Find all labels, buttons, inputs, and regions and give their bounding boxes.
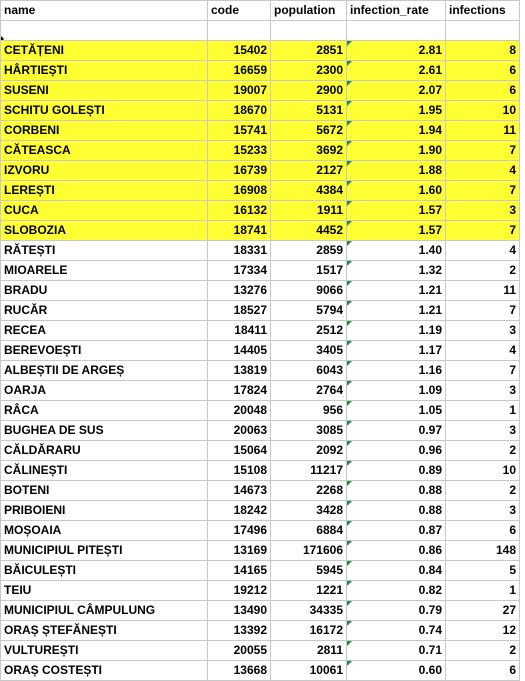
cell-infections[interactable]: 2 <box>446 641 520 661</box>
cell-name[interactable]: RÂCA <box>1 401 208 421</box>
cell-code[interactable]: 13819 <box>208 361 271 381</box>
cell-infections[interactable]: 5 <box>446 561 520 581</box>
cell-infections[interactable]: 10 <box>446 461 520 481</box>
table-row <box>1 361 520 381</box>
cell-infections[interactable]: 4 <box>446 241 520 261</box>
table-row <box>1 421 520 441</box>
cell-name[interactable]: RUCĂR <box>1 301 208 321</box>
cell-population[interactable]: 2859 <box>271 241 347 261</box>
cell-name[interactable]: MOȘOAIA <box>1 521 208 541</box>
cell-name[interactable]: IZVORU <box>1 161 208 181</box>
cell-infection-rate[interactable]: 0.79 <box>347 601 446 621</box>
cell-infection-rate[interactable]: 1.19 <box>347 321 446 341</box>
cell-name[interactable]: CUCA <box>1 201 208 221</box>
cell-name[interactable]: ORAȘ COSTEȘTI <box>1 661 208 681</box>
cell-infection-rate[interactable]: 0.87 <box>347 521 446 541</box>
table-row <box>1 101 520 121</box>
cell-infections[interactable]: 4 <box>446 161 520 181</box>
table-row <box>1 641 520 661</box>
table-row <box>1 241 520 261</box>
empty-cell[interactable] <box>347 21 446 41</box>
cell-infections[interactable]: 11 <box>446 121 520 141</box>
cell-infections[interactable]: 7 <box>446 301 520 321</box>
cell-name[interactable]: TEIU <box>1 581 208 601</box>
cell-code[interactable]: 18670 <box>208 101 271 121</box>
cell-infections[interactable]: 2 <box>446 481 520 501</box>
cell-infections[interactable]: 7 <box>446 361 520 381</box>
cell-infection-rate[interactable]: 1.21 <box>347 281 446 301</box>
table-row <box>1 161 520 181</box>
cell-name[interactable]: CĂLINEȘTI <box>1 461 208 481</box>
cell-name[interactable]: CĂTEASCA <box>1 141 208 161</box>
cell-population[interactable]: 4384 <box>271 181 347 201</box>
cell-population[interactable]: 6884 <box>271 521 347 541</box>
cell-infections[interactable]: 27 <box>446 601 520 621</box>
cell-infection-rate[interactable]: 1.94 <box>347 121 446 141</box>
empty-cell[interactable] <box>446 21 520 41</box>
table-row <box>1 181 520 201</box>
cell-population[interactable]: 2900 <box>271 81 347 101</box>
cell-infections[interactable]: 3 <box>446 201 520 221</box>
cell-name[interactable]: OARJA <box>1 381 208 401</box>
cell-infection-rate[interactable]: 0.82 <box>347 581 446 601</box>
empty-cell[interactable] <box>208 21 271 41</box>
cell-infection-rate[interactable]: 1.88 <box>347 161 446 181</box>
cell-code[interactable]: 16739 <box>208 161 271 181</box>
cell-infections[interactable]: 3 <box>446 421 520 441</box>
cell-infections[interactable]: 1 <box>446 401 520 421</box>
cell-infection-rate[interactable]: 1.16 <box>347 361 446 381</box>
cell-infection-rate[interactable]: 0.86 <box>347 541 446 561</box>
cell-population[interactable]: 5131 <box>271 101 347 121</box>
table-row <box>1 81 520 101</box>
cell-infections[interactable]: 10 <box>446 101 520 121</box>
cell-infections[interactable]: 3 <box>446 501 520 521</box>
cell-code[interactable]: 20048 <box>208 401 271 421</box>
empty-cell[interactable] <box>1 21 208 41</box>
cell-code[interactable]: 18411 <box>208 321 271 341</box>
cell-code[interactable]: 18741 <box>208 221 271 241</box>
cell-code[interactable]: 15402 <box>208 41 271 61</box>
cell-infections[interactable]: 6 <box>446 61 520 81</box>
cell-infections[interactable]: 2 <box>446 441 520 461</box>
cell-infection-rate[interactable]: 1.05 <box>347 401 446 421</box>
cell-code[interactable]: 14165 <box>208 561 271 581</box>
cell-code[interactable]: 16132 <box>208 201 271 221</box>
cell-infections[interactable]: 7 <box>446 181 520 201</box>
cell-population[interactable]: 1517 <box>271 261 347 281</box>
cell-code[interactable]: 19007 <box>208 81 271 101</box>
cell-population[interactable]: 34335 <box>271 601 347 621</box>
cell-population[interactable]: 9066 <box>271 281 347 301</box>
table-row <box>1 581 520 601</box>
cell-name[interactable]: MUNICIPIUL PITEȘTI <box>1 541 208 561</box>
cell-infection-rate[interactable]: 0.88 <box>347 501 446 521</box>
cell-name[interactable]: SUSENI <box>1 81 208 101</box>
table-row <box>1 121 520 141</box>
table-row <box>1 461 520 481</box>
cell-name[interactable]: CORBENI <box>1 121 208 141</box>
cell-name[interactable]: BEREVOEȘTI <box>1 341 208 361</box>
table-row <box>1 301 520 321</box>
cell-population[interactable]: 11217 <box>271 461 347 481</box>
cell-infections[interactable]: 3 <box>446 381 520 401</box>
cell-population[interactable]: 2300 <box>271 61 347 81</box>
table-row <box>1 561 520 581</box>
cell-code[interactable]: 18331 <box>208 241 271 261</box>
cell-infections[interactable]: 6 <box>446 661 520 681</box>
cell-code[interactable]: 15108 <box>208 461 271 481</box>
table-row <box>1 521 520 541</box>
cell-infections[interactable]: 6 <box>446 521 520 541</box>
cell-infection-rate[interactable]: 1.57 <box>347 221 446 241</box>
cell-infection-rate[interactable]: 0.89 <box>347 461 446 481</box>
cell-population[interactable]: 2764 <box>271 381 347 401</box>
cell-name[interactable]: RECEA <box>1 321 208 341</box>
cell-name[interactable]: ORAȘ ȘTEFĂNEȘTI <box>1 621 208 641</box>
table-row <box>1 481 520 501</box>
cell-population[interactable]: 5794 <box>271 301 347 321</box>
cell-infection-rate[interactable]: 1.21 <box>347 301 446 321</box>
cell-name[interactable]: CĂLDĂRARU <box>1 441 208 461</box>
table-body <box>1 41 520 681</box>
cell-infection-rate[interactable]: 1.32 <box>347 261 446 281</box>
cell-name[interactable]: HÂRTIEȘTI <box>1 61 208 81</box>
cell-population[interactable]: 5945 <box>271 561 347 581</box>
table-row <box>1 661 520 681</box>
table-row <box>1 141 520 161</box>
cell-infection-rate[interactable]: 0.97 <box>347 421 446 441</box>
cell-code[interactable]: 13490 <box>208 601 271 621</box>
cell-infections[interactable]: 1 <box>446 581 520 601</box>
cell-code[interactable]: 13276 <box>208 281 271 301</box>
cell-population[interactable]: 3405 <box>271 341 347 361</box>
cell-infection-rate[interactable]: 1.17 <box>347 341 446 361</box>
header-cell-infections[interactable]: infections <box>446 1 520 21</box>
cell-infections[interactable]: 11 <box>446 281 520 301</box>
cell-infection-rate[interactable]: 1.40 <box>347 241 446 261</box>
cell-code[interactable]: 13668 <box>208 661 271 681</box>
cell-name[interactable]: BUGHEA DE SUS <box>1 421 208 441</box>
cell-population[interactable]: 1221 <box>271 581 347 601</box>
header-cell-code[interactable]: code <box>208 1 271 21</box>
empty-cell[interactable] <box>271 21 347 41</box>
cell-infection-rate[interactable]: 1.95 <box>347 101 446 121</box>
cell-infections[interactable]: 2 <box>446 261 520 281</box>
cell-name[interactable]: SCHITU GOLEȘTI <box>1 101 208 121</box>
header-row <box>1 1 520 21</box>
cell-infection-rate[interactable]: 1.90 <box>347 141 446 161</box>
cell-population[interactable]: 956 <box>271 401 347 421</box>
cell-population[interactable]: 2092 <box>271 441 347 461</box>
table-row <box>1 621 520 641</box>
cell-infection-rate[interactable]: 0.71 <box>347 641 446 661</box>
cell-population[interactable]: 2127 <box>271 161 347 181</box>
cell-code[interactable]: 20063 <box>208 421 271 441</box>
table-row <box>1 201 520 221</box>
cell-infection-rate[interactable]: 0.60 <box>347 661 446 681</box>
table-row <box>1 601 520 621</box>
cell-infection-rate[interactable]: 1.60 <box>347 181 446 201</box>
cell-population[interactable]: 3692 <box>271 141 347 161</box>
cell-name[interactable]: ALBEȘTII DE ARGEȘ <box>1 361 208 381</box>
cell-infection-rate[interactable]: 0.74 <box>347 621 446 641</box>
cell-code[interactable]: 13392 <box>208 621 271 641</box>
cell-infection-rate[interactable]: 0.88 <box>347 481 446 501</box>
cell-infections[interactable]: 7 <box>446 141 520 161</box>
cell-population[interactable]: 171606 <box>271 541 347 561</box>
cell-code[interactable]: 18527 <box>208 301 271 321</box>
header-cell-infection-rate[interactable]: infection_rate <box>347 1 446 21</box>
cell-code[interactable]: 16908 <box>208 181 271 201</box>
cell-code[interactable]: 14673 <box>208 481 271 501</box>
table-row <box>1 261 520 281</box>
cell-name[interactable]: RĂTEȘTI <box>1 241 208 261</box>
cell-code[interactable]: 19212 <box>208 581 271 601</box>
cell-code[interactable]: 13169 <box>208 541 271 561</box>
cell-name[interactable]: VULTUREȘTI <box>1 641 208 661</box>
table-row <box>1 61 520 81</box>
cell-population[interactable]: 2851 <box>271 41 347 61</box>
cell-infections[interactable]: 3 <box>446 321 520 341</box>
cell-name[interactable]: CETĂȚENI <box>1 41 208 61</box>
cell-infection-rate[interactable]: 1.57 <box>347 201 446 221</box>
cell-population[interactable]: 6043 <box>271 361 347 381</box>
cell-code[interactable]: 15741 <box>208 121 271 141</box>
cell-population[interactable]: 5672 <box>271 121 347 141</box>
cell-population[interactable]: 3085 <box>271 421 347 441</box>
cell-infections[interactable]: 7 <box>446 221 520 241</box>
cell-infections[interactable]: 6 <box>446 81 520 101</box>
cell-population[interactable]: 3428 <box>271 501 347 521</box>
cell-population[interactable]: 4452 <box>271 221 347 241</box>
table-row <box>1 501 520 521</box>
cell-infection-rate[interactable]: 2.61 <box>347 61 446 81</box>
header-cell-population[interactable]: population <box>271 1 347 21</box>
table-row <box>1 401 520 421</box>
table-row <box>1 321 520 341</box>
table-row <box>1 41 520 61</box>
table-row <box>1 541 520 561</box>
cell-name[interactable]: BRADU <box>1 281 208 301</box>
cell-infection-rate[interactable]: 1.09 <box>347 381 446 401</box>
cell-code[interactable]: 17824 <box>208 381 271 401</box>
cell-code[interactable]: 17334 <box>208 261 271 281</box>
table-row <box>1 441 520 461</box>
cell-infections[interactable]: 148 <box>446 541 520 561</box>
table-row <box>1 221 520 241</box>
cell-code[interactable]: 16659 <box>208 61 271 81</box>
cell-code[interactable]: 15233 <box>208 141 271 161</box>
cell-infections[interactable]: 4 <box>446 341 520 361</box>
table-row <box>1 381 520 401</box>
cell-code[interactable]: 14405 <box>208 341 271 361</box>
cell-infection-rate[interactable]: 0.84 <box>347 561 446 581</box>
cell-code[interactable]: 18242 <box>208 501 271 521</box>
cell-population[interactable]: 10061 <box>271 661 347 681</box>
cell-population[interactable]: 2512 <box>271 321 347 341</box>
cell-name[interactable]: PRIBOIENI <box>1 501 208 521</box>
cell-name[interactable]: SLOBOZIA <box>1 221 208 241</box>
header-cell-name[interactable]: name <box>1 1 208 21</box>
cell-population[interactable]: 2268 <box>271 481 347 501</box>
cell-name[interactable]: MUNICIPIUL CÂMPULUNG <box>1 601 208 621</box>
cell-population[interactable]: 2811 <box>271 641 347 661</box>
cell-code[interactable]: 17496 <box>208 521 271 541</box>
table-row <box>1 281 520 301</box>
cell-code[interactable]: 20055 <box>208 641 271 661</box>
cell-infections[interactable]: 8 <box>446 41 520 61</box>
cell-infection-rate[interactable]: 0.96 <box>347 441 446 461</box>
cell-name[interactable]: BĂICULEȘTI <box>1 561 208 581</box>
cell-population[interactable]: 1911 <box>271 201 347 221</box>
empty-row <box>1 21 520 41</box>
cell-infection-rate[interactable]: 2.07 <box>347 81 446 101</box>
cell-infections[interactable]: 12 <box>446 621 520 641</box>
cell-infection-rate[interactable]: 2.81 <box>347 41 446 61</box>
cell-name[interactable]: BOTENI <box>1 481 208 501</box>
cell-name[interactable]: MIOARELE <box>1 261 208 281</box>
cell-population[interactable]: 16172 <box>271 621 347 641</box>
cell-name[interactable]: LEREȘTI <box>1 181 208 201</box>
cell-code[interactable]: 15064 <box>208 441 271 461</box>
table-row <box>1 341 520 361</box>
